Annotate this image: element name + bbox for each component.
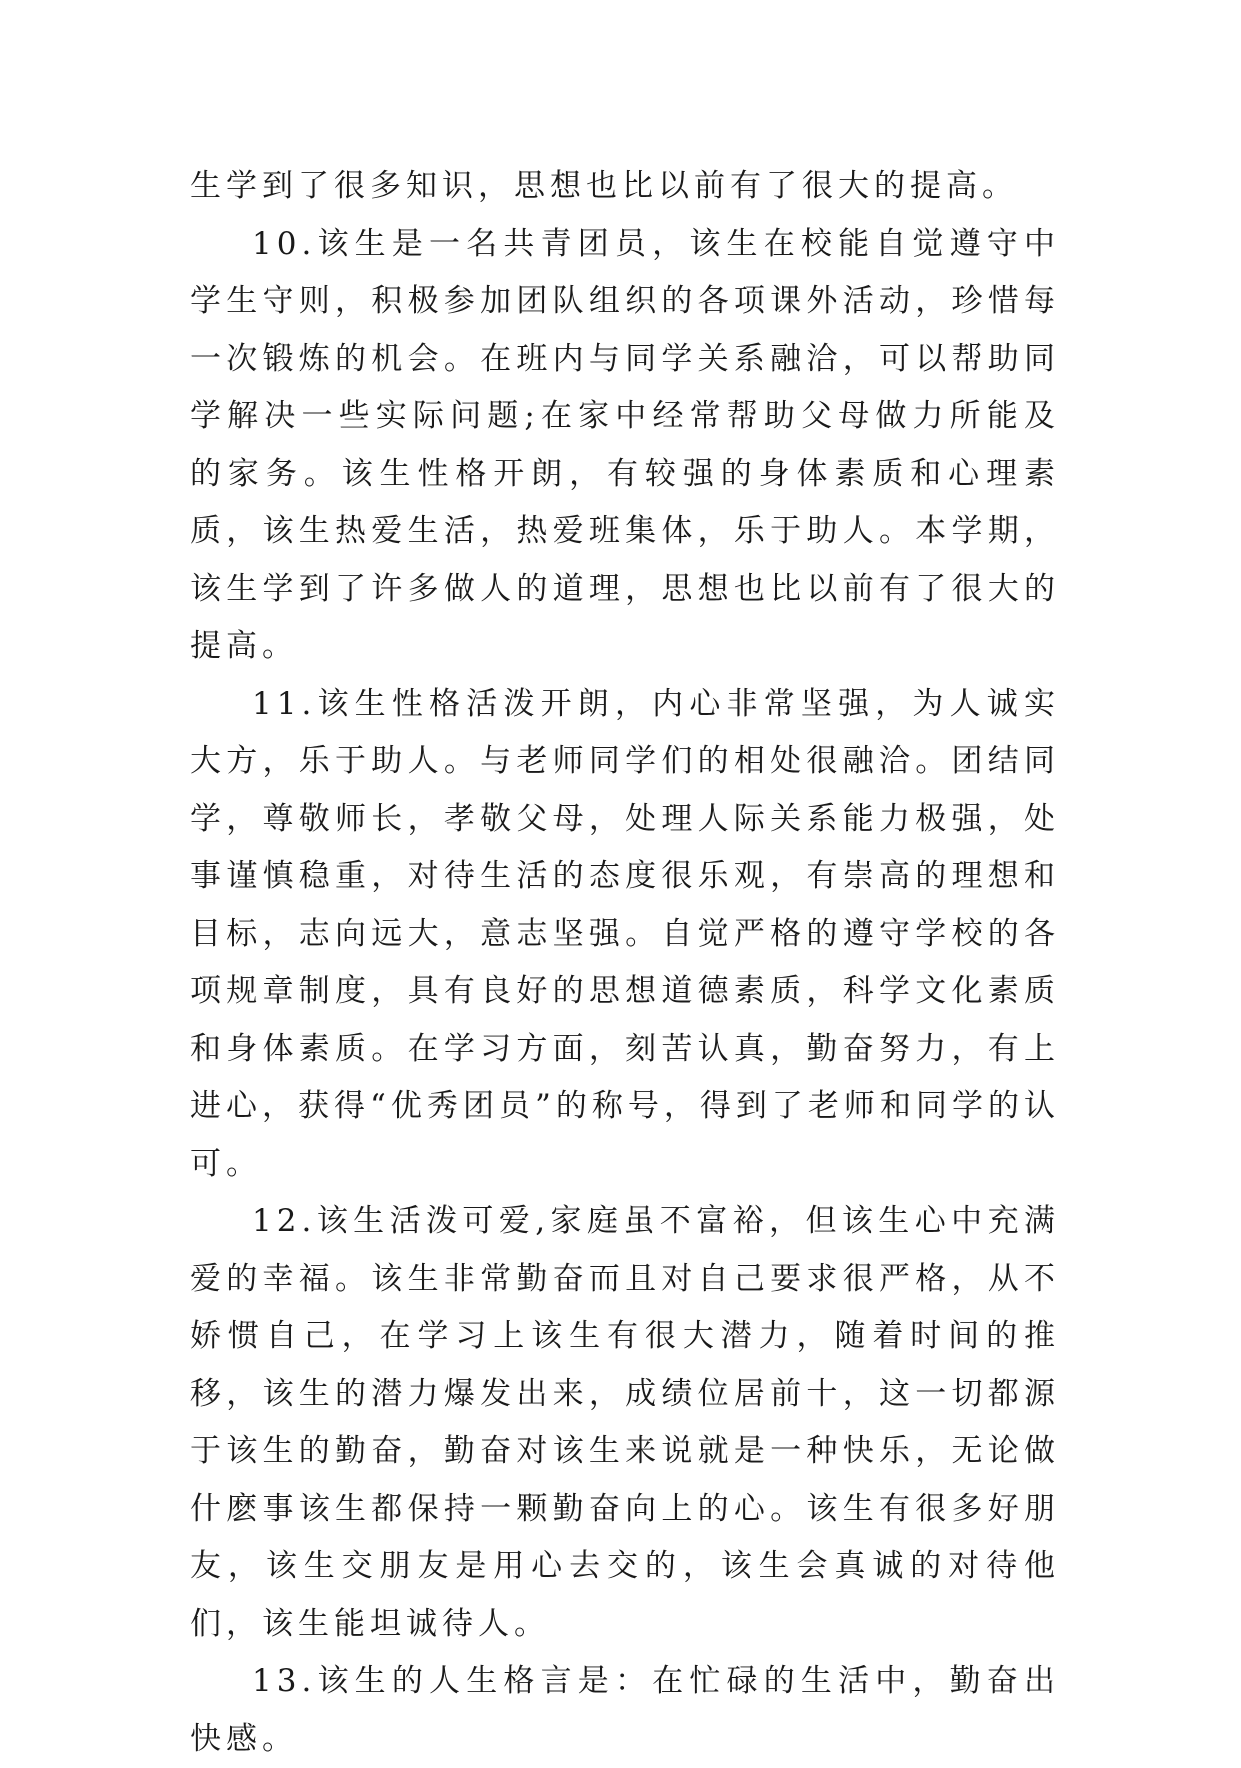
paragraph-item-11: 11.该生性格活泼开朗，内心非常坚强，为人诚实大方，乐于助人。与老师同学们的相处很融洽。团结同学，尊敬师长，孝敬父母，处理人际关系能力极强，处事谨慎稳重，对待生活的态度很乐观，有崇高的理想和目标，志向远大，意志坚强。自觉严格的遵守学校的各项规章制度，具有良好的思想道德素质，科学文化素质和身体素质。在学习方面，刻苦认真，勤奋努力，有上进心，获得“优秀团员”的称号，得到了老师和同学的认可。 [190, 685, 1060, 1182]
document-body [190, 158, 1060, 1768]
paragraph-item-13: 13.该生的人生格言是：在忙碌的生活中，勤奋出快感。 [190, 1663, 1060, 1757]
paragraph-item-12: 12.该生活泼可爱,家庭虽不富裕，但该生心中充满爱的幸福。该生非常勤奋而且对自己要求很严格，从不娇惯自己，在学习上该生有很大潜力，随着时间的推移，该生的潜力爆发出来，成绩位居前十，这一切都源于该生的勤奋，勤奋对该生来说就是一种快乐，无论做什麽事该生都保持一颗勤奋向上的心。该生有很多好朋友，该生交朋友是用心去交的，该生会真诚的对待他们，该生能坦诚待人。 [190, 1203, 1060, 1642]
paragraph-item-10: 10.该生是一名共青团员，该生在校能自觉遵守中学生守则，积极参加团队组织的各项课外活动，珍惜每一次锻炼的机会。在班内与同学关系融洽，可以帮助同学解决一些实际问题;在家中经常帮助父母做力所能及的家务。该生性格开朗，有较强的身体素质和心理素质，该生热爱生活，热爱班集体，乐于助人。本学期，该生学到了许多做人的道理，思想也比以前有了很大的提高。 [190, 225, 1060, 664]
paragraph-continuation: 生学到了很多知识，思想也比以前有了很大的提高。 [190, 168, 1018, 204]
